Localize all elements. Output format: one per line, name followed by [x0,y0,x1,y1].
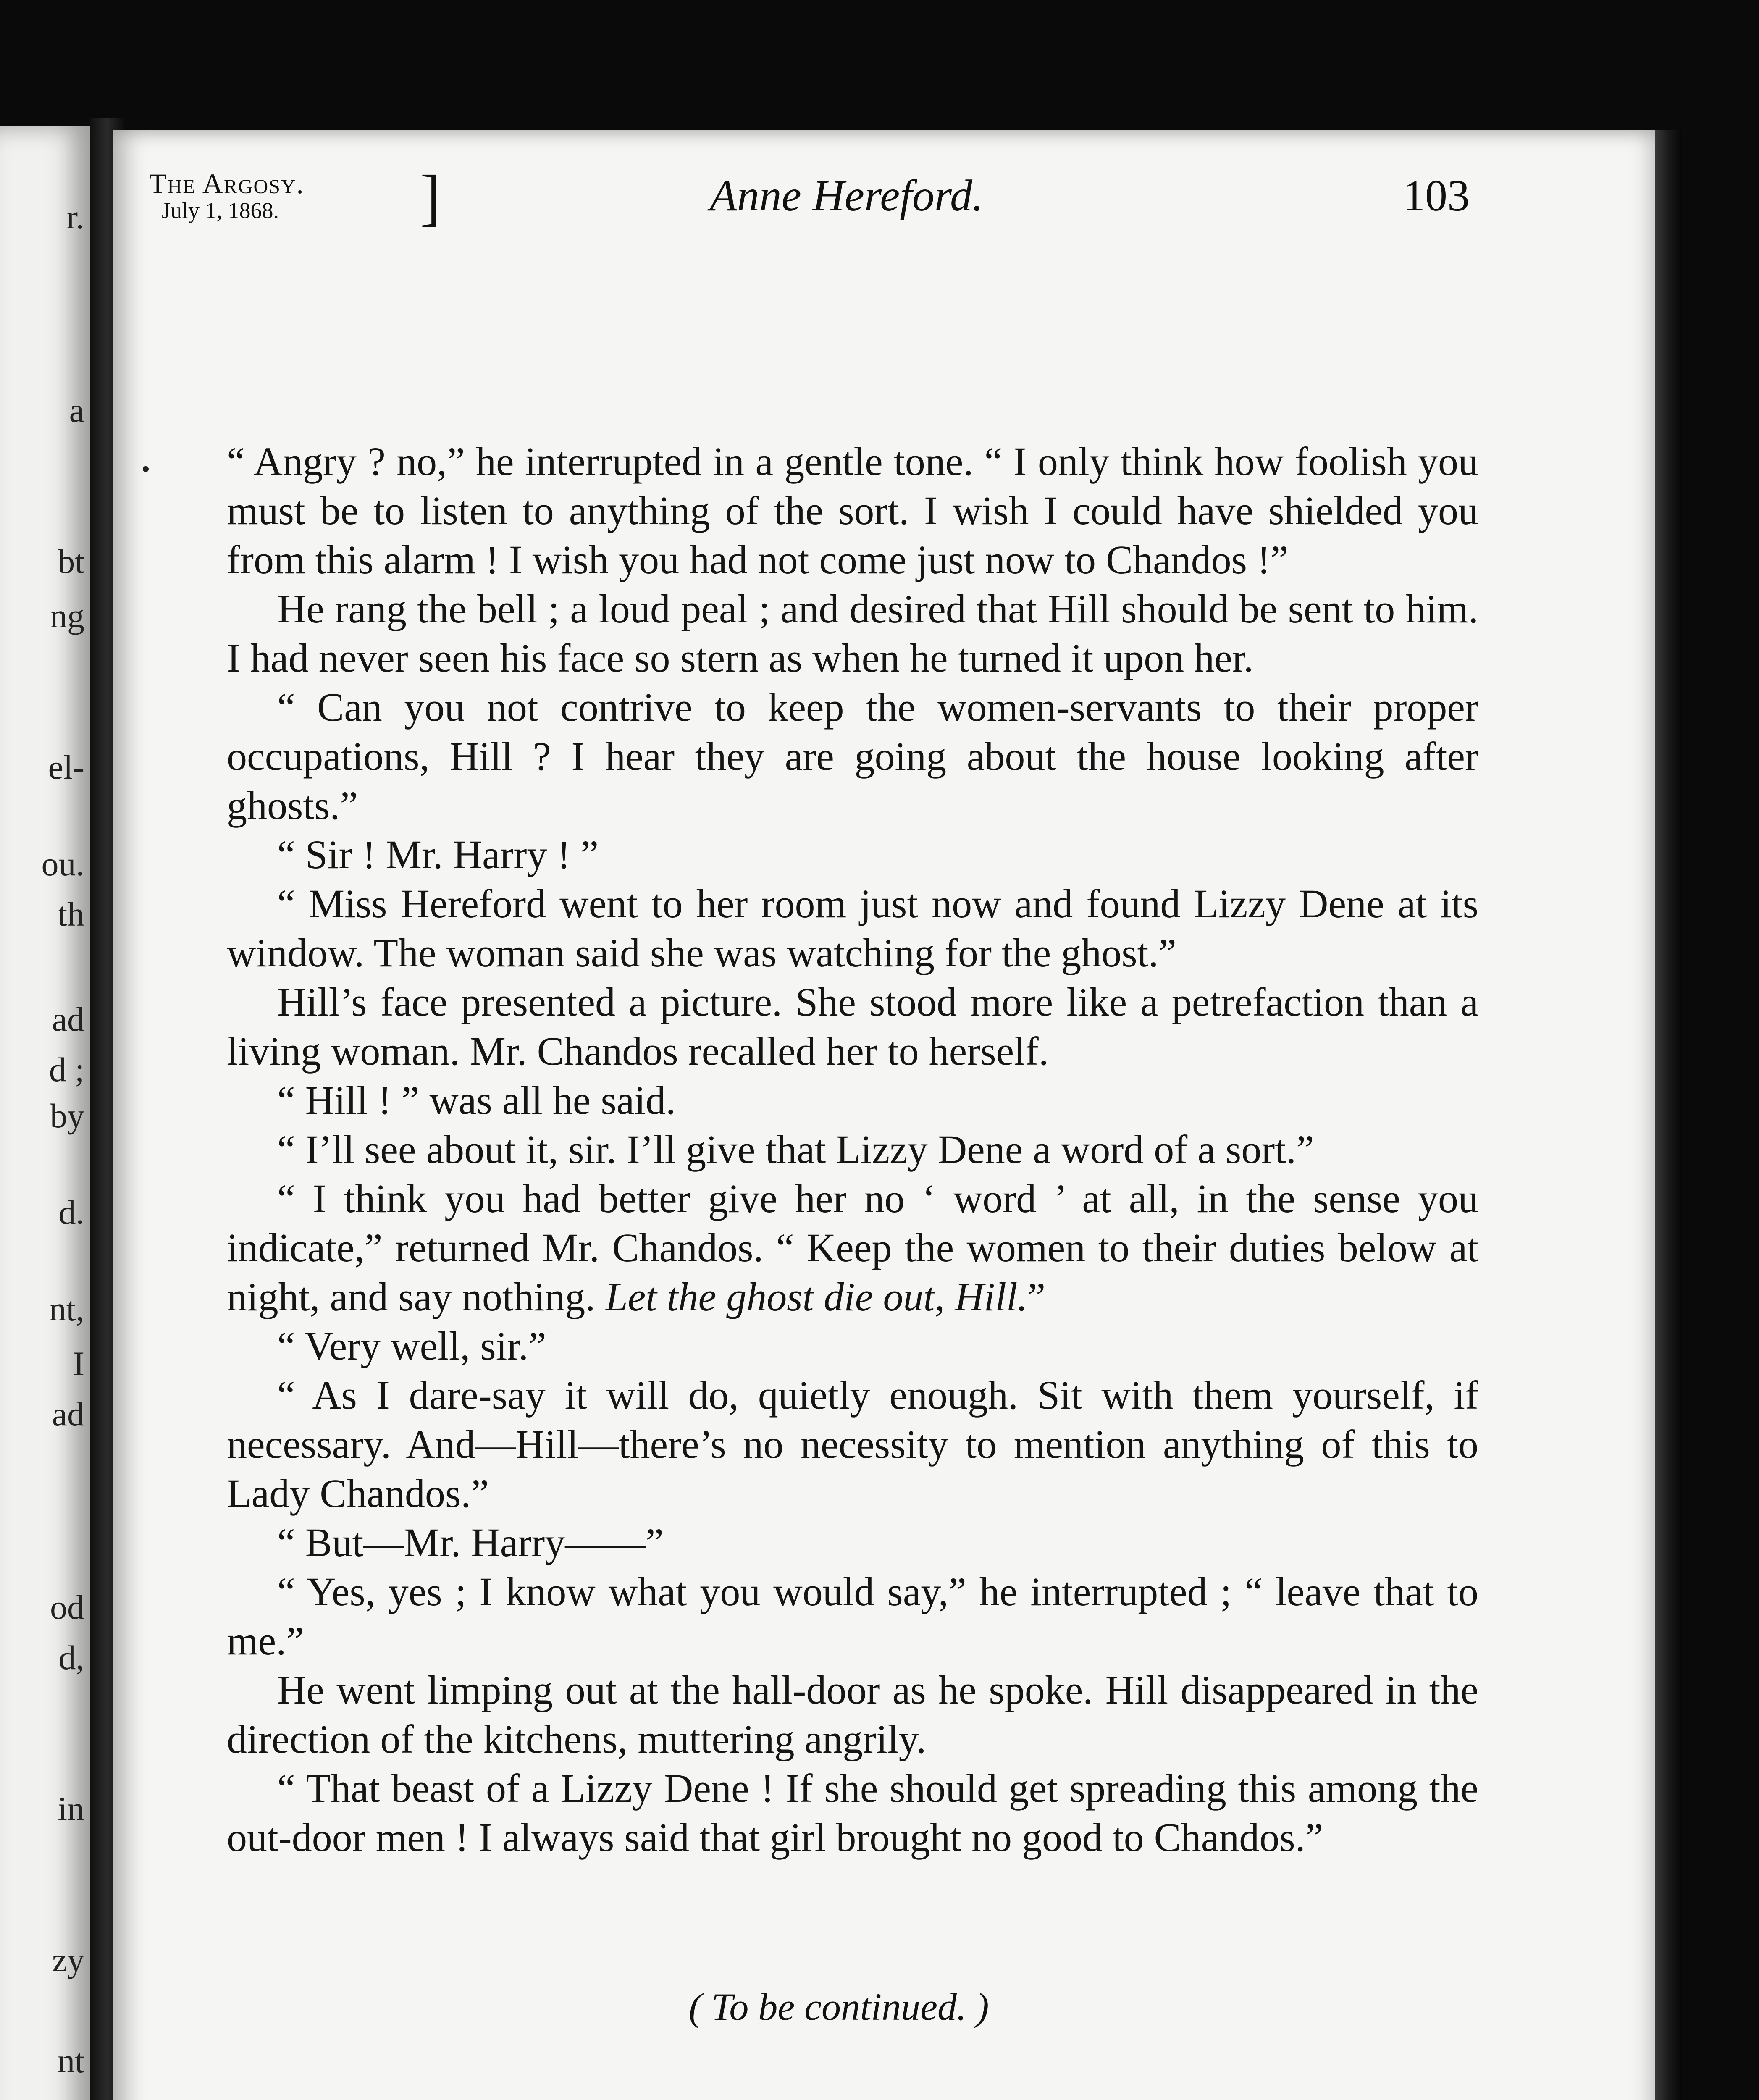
left-page-fragment: ou. [41,845,84,883]
left-page-fragment: ng [50,597,84,635]
paragraph: “ Sir ! Mr. Harry ! ” [277,832,599,877]
running-title: Anne Hereford. [710,171,984,220]
to-be-continued: ( To be continued. ) [689,1985,989,2028]
left-page-edge [0,126,90,2100]
left-page-fragment: by [50,1097,84,1135]
paragraph: “ Yes, yes ; I know what you would say,” he interrupted ; “ leave that to me.” [227,1569,1478,1663]
paragraph: “ As I dare-say it will do, quietly enough. Sit with them yourself, if necessary. And—Hill—there’s no necessity to mention anything of this to Lady Chandos.” [227,1373,1478,1516]
header-bracket: ] [420,163,441,232]
left-page-fragment: I [73,1344,84,1383]
paragraph-text: “ I think you had better give her no ‘ word ’ at all, in the sense you indicate,” returned Mr. Chandos. “ Keep the women to their duties below at night, and say nothing. [227,1176,1478,1319]
paragraph: “ I’ll see about it, sir. I’ll give that Lizzy Dene a word of a sort.” [277,1127,1314,1172]
body-text [227,437,1478,1862]
journal-date: July 1, 1868. [162,198,279,223]
journal-name: The Argosy. [149,168,305,200]
paragraph: “ Very well, sir.” [277,1323,546,1368]
left-page-fragment: bt [58,542,84,580]
paragraph: “ Angry ? no,” he interrupted in a gentle tone. “ I only think how foolish you must be to listen to anything of the sort. I wish I could have shielded you from this alarm ! I wish you had not come just now to Chandos !” [227,439,1478,582]
paragraph: He went limping out at the hall-door as he spoke. Hill disappeared in the direction of the kitchens, muttering angrily. [227,1667,1478,1761]
page-number: 103 [1403,171,1470,220]
left-page-fragment: ad [52,1395,84,1433]
paragraph [227,1174,1478,1321]
paragraph: Hill’s face presented a picture. She stood more like a petrefaction than a living woman. Mr. Chandos recalled her to herself. [227,979,1478,1074]
stray-mark [143,466,149,472]
journal-header [149,170,305,224]
italic-phrase: Let the ghost die out, Hill. [605,1274,1028,1319]
left-page-fragment: zy [52,1941,84,1979]
left-page-fragment: in [58,1790,84,1828]
left-page-fragment: d, [58,1638,84,1677]
left-page-fragment: el- [48,748,84,786]
left-page-fragment: r. [66,198,84,236]
paragraph: “ That beast of a Lizzy Dene ! If she should get spreading this among the out-door men ! I always said that girl brought no good to Chandos.” [227,1766,1478,1860]
left-page-fragment: th [58,895,84,933]
left-page-fragment: a [69,391,84,429]
left-page-fragment: ad [52,1000,84,1038]
paragraph: “ Hill ! ” was all he said. [277,1078,676,1123]
paragraph: He rang the bell ; a loud peal ; and desired that Hill should be sent to him. I had never seen his face so stern as when he turned it upon her. [227,586,1478,680]
left-page-fragment: d. [58,1193,84,1231]
left-page-fragment: d ; [49,1050,84,1089]
paragraph: “ Miss Hereford went to her room just now and found Lizzy Dene at its window. The woman said she was watching for the ghost.” [227,881,1478,975]
left-page-fragment: od [50,1588,84,1626]
paragraph: “ But—Mr. Harry——” [277,1520,664,1565]
paragraph: “ Can you not contrive to keep the women-servants to their proper occupations, Hill ? I hear they are going about the house looking after ghosts.” [227,685,1478,828]
page-right-edge [1655,130,1682,2100]
closing-quote: ” [1027,1274,1046,1319]
left-page-fragment: nt [58,2042,84,2080]
left-page-fragment: nt, [49,1290,84,1328]
